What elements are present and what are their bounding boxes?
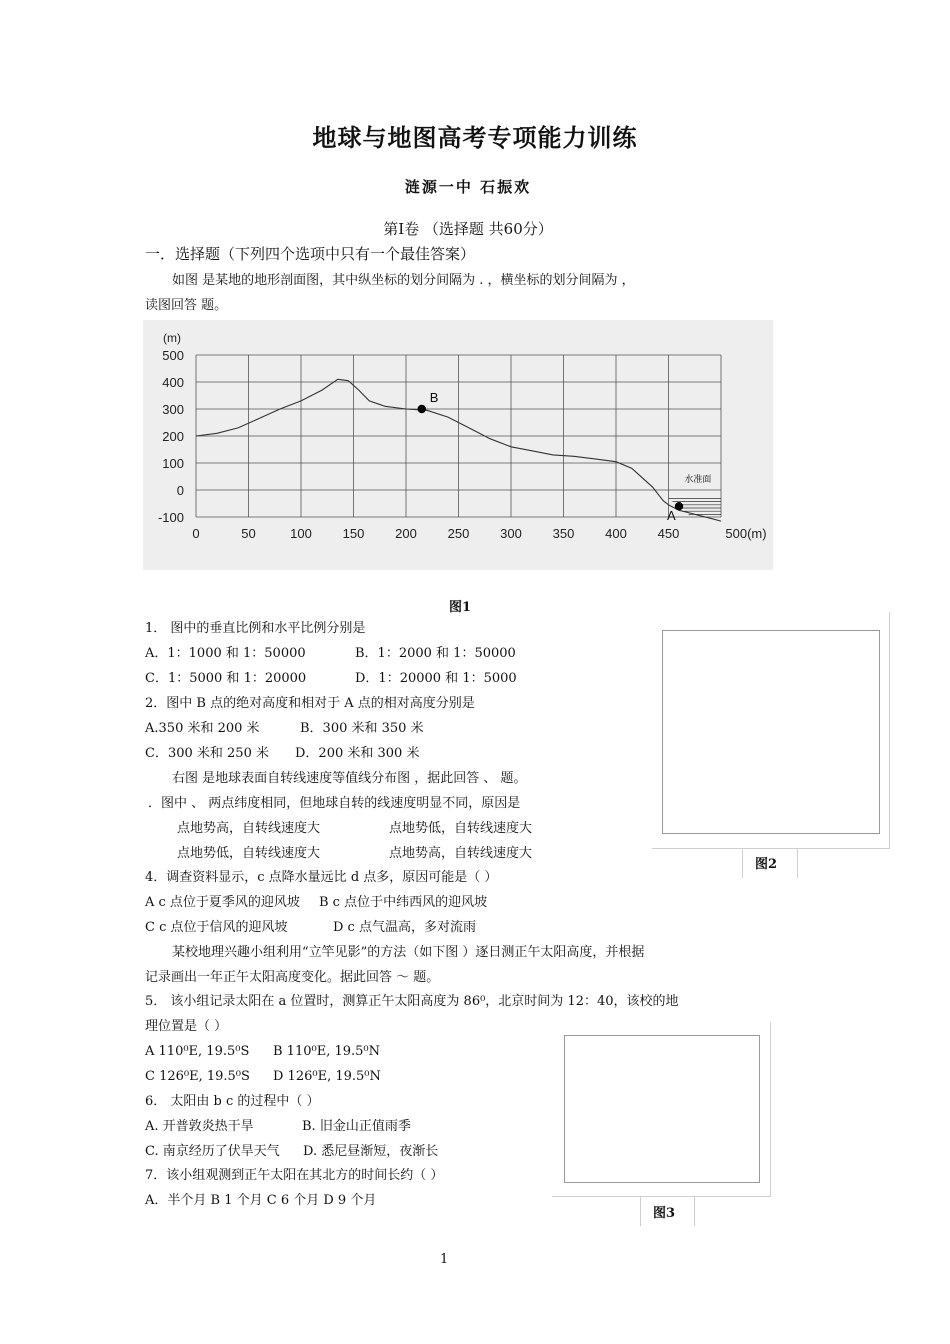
figure-3-caption-left-rule (640, 1196, 641, 1226)
point-a-label: A (667, 508, 676, 524)
q6-option-c: C. 南京经历了伏旱天气 (145, 1144, 280, 1159)
y-tick-label: 100 (162, 456, 184, 471)
page-title: 地球与地图高考专项能力训练 (312, 124, 638, 152)
x-tick-label: 50 (241, 526, 256, 541)
q6-option-d: D. 悉尼昼渐短，夜渐长 (303, 1144, 439, 1159)
q1-option-b: B．1：2000 和 1：50000 (355, 646, 516, 661)
y-tick-label: 500 (162, 348, 184, 363)
y-tick-label: 300 (162, 402, 184, 417)
y-tick-label: 400 (162, 375, 184, 390)
figure-2-placeholder (662, 630, 880, 834)
q2-option-a: A.350 米和 200 米 (145, 721, 260, 736)
q1-option-d: D．1：20000 和 1：5000 (355, 671, 517, 686)
q7-options: A．半个月 B 1 个月 C 6 个月 D 9 个月 (145, 1193, 377, 1208)
intro-3-line-2: 记录画出一年正午太阳高度变化。据此回答 ～ 题。 (145, 970, 440, 985)
figure-2-caption-right-rule (797, 848, 798, 878)
section-heading: 一．选择题（下列四个选项中只有一个最佳答案） (145, 245, 476, 263)
q4-option-d: D c 点气温高，多对流雨 (333, 920, 476, 935)
q2-option-b: B．300 米和 350 米 (300, 721, 424, 736)
figure-1-caption: 图1 (449, 600, 472, 615)
point-b-label: B (429, 390, 439, 405)
q5-stem-line-1: 5． 该小组记录太阳在 a 位置时，测算正午太阳高度为 86⁰，北京时间为 12：40，该校的地 (145, 994, 679, 1009)
x-tick-label: 400 (605, 526, 627, 541)
y-tick-label: -100 (157, 510, 184, 525)
x-tick-label: 450 (657, 526, 680, 541)
q4-stem: 4．调查资料显示，c 点降水量远比 d 点多，原因可能是（ ） (145, 870, 498, 885)
q4-option-c: C c 点位于信风的迎风坡 (145, 920, 288, 935)
author: 涟源一中 石振欢 (404, 178, 532, 196)
x-tick-label: 350 (552, 526, 575, 541)
q5-option-b: B 110⁰E, 19.5⁰N (273, 1044, 380, 1059)
q3-stem: ．图中 、 两点纬度相同，但地球自转的线速度明显不同，原因是 (148, 796, 521, 811)
y-tick-label: 200 (162, 429, 184, 444)
figure-3-rule-vertical (770, 1022, 771, 1196)
volume-heading: 第Ⅰ卷 （选择题 共60分） (383, 220, 553, 238)
q6-option-b: B. 旧金山正值雨季 (302, 1119, 411, 1134)
q1-option-c: C．1：5000 和 1：20000 (145, 671, 307, 686)
q3-option-c: 点地势低，自转线速度大 (177, 846, 321, 861)
q3-option-a: 点地势高，自转线速度大 (177, 821, 321, 836)
q1-option-a: A．1：1000 和 1：50000 (145, 646, 306, 661)
intro-3-line-1: 某校地理兴趣小组利用“立竿见影”的方法（如下图 ）逐日测正午太阳高度，并根据 (172, 945, 645, 960)
intro-line-1: 如图 是某地的地形剖面图，其中纵坐标的划分间隔为 . ，横坐标的划分间隔为 ， (172, 273, 635, 288)
water-level-label: 水准面 (684, 473, 712, 484)
x-tick-label: 200 (395, 526, 417, 541)
q5-option-d: D 126⁰E, 19.5⁰N (273, 1069, 381, 1084)
figure-2-rule-vertical (889, 612, 890, 849)
q6-stem: 6． 太阳由 b c 的过程中（ ） (145, 1094, 320, 1109)
x-tick-label: 0 (192, 526, 200, 541)
x-tick-label: 100 (290, 526, 312, 541)
x-tick-label: 250 (447, 526, 470, 541)
q3-option-b: 点地势低，自转线速度大 (389, 821, 533, 836)
figure-3-rule (552, 1196, 771, 1197)
terrain-profile-chart (143, 320, 773, 570)
q5-option-a: A 110⁰E, 19.5⁰S (145, 1044, 250, 1059)
intro-2: 右图 是地球表面自转线速度等值线分布图 ，据此回答 、 题。 (172, 771, 527, 786)
q2-option-d: D．200 米和 300 米 (295, 746, 420, 761)
q5-option-c: C 126⁰E, 19.5⁰S (145, 1069, 250, 1084)
y-axis-unit: (m) (163, 331, 181, 345)
q4-option-b: B c 点位于中纬西风的迎风坡 (319, 895, 488, 910)
q7-stem: 7．该小组观测到正午太阳在其北方的时间长约（ ） (145, 1168, 444, 1183)
x-tick-label: 150 (342, 526, 365, 541)
point-b-marker (418, 405, 426, 413)
q6-option-a: A. 开普敦炎热干旱 (145, 1119, 254, 1134)
x-tick-label: 500(m) (725, 526, 767, 541)
x-tick-label: 300 (500, 526, 522, 541)
q3-option-d: 点地势高，自转线速度大 (389, 846, 533, 861)
y-tick-label: 0 (176, 483, 184, 498)
figure-2-caption: 图2 (755, 857, 778, 872)
q4-option-a: A c 点位于夏季风的迎风坡 (145, 895, 300, 910)
figure-3-caption: 图3 (653, 1206, 676, 1221)
figure-3-placeholder (564, 1035, 760, 1183)
q2-option-c: C．300 米和 250 米 (145, 746, 269, 761)
q2-stem: 2．图中 B 点的绝对高度和相对于 A 点的相对高度分别是 (145, 696, 475, 711)
terrain-profile-figure (143, 320, 773, 570)
figure-2-rule (652, 848, 889, 849)
figure-2-caption-left-rule (742, 848, 743, 878)
q5-stem-line-2: 理位置是（ ） (145, 1019, 228, 1034)
q1-stem: 1． 图中的垂直比例和水平比例分别是 (145, 621, 366, 636)
intro-line-2: 读图回答 题。 (145, 298, 228, 313)
point-a-marker (675, 502, 683, 510)
figure-3-caption-right-rule (694, 1196, 695, 1226)
page-number: 1 (440, 1252, 449, 1267)
